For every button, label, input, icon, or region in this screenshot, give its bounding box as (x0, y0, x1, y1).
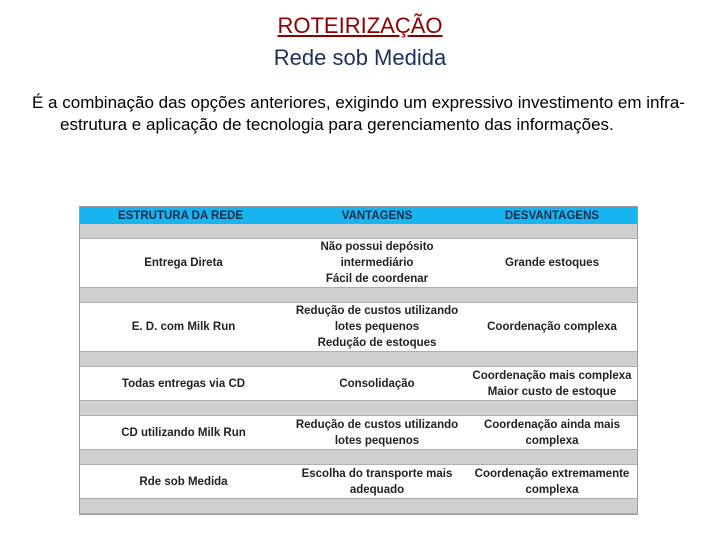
cell-line: Coordenação mais complexa (472, 369, 632, 382)
cell-estrutura: Rde sob Medida (139, 475, 228, 488)
cell-estrutura: Todas entregas via CD (121, 377, 246, 390)
cell-line: Redução de custos utilizando (295, 418, 459, 431)
cell-line: complexa (525, 483, 579, 496)
cell-line: Grande estoques (505, 257, 599, 269)
slide-title: ROTEIRIZAÇÃO (277, 13, 443, 38)
cell-desvantagens (467, 367, 637, 400)
row-separator (80, 449, 637, 465)
cell-line: Escolha do transporte mais (301, 467, 453, 480)
cell-line: Não possui depósito (320, 241, 434, 253)
cell-desvantagens (467, 465, 637, 498)
cell-line: Redução de estoques (317, 337, 437, 349)
cell-line: lotes pequenos (334, 434, 420, 447)
cell-vantagens (287, 465, 467, 498)
table-row (80, 416, 637, 449)
cell-vantagens (287, 303, 467, 351)
table-row (80, 367, 637, 400)
cell-desvantagens (467, 303, 637, 351)
row-separator (80, 287, 637, 303)
cell-estrutura: Entrega Direta (144, 257, 223, 269)
table-row (80, 239, 637, 287)
cell-line: Coordenação ainda mais (483, 418, 621, 431)
cell-vantagens (287, 367, 467, 400)
table-header-row (80, 207, 637, 224)
cell-vantagens (287, 416, 467, 449)
cell-line: Coordenação complexa (487, 321, 617, 333)
cell-line: Maior custo de estoque (487, 385, 617, 398)
cell-desvantagens (467, 239, 637, 287)
cell-line: Consolidação (339, 377, 415, 390)
slide-subtitle: Rede sob Medida (273, 45, 447, 70)
cell-line: Redução de custos utilizando (295, 305, 459, 317)
cell-line: intermediário (340, 257, 414, 269)
cell-line: adequado (349, 483, 405, 496)
cell-line: complexa (525, 434, 579, 447)
cell-line: lotes pequenos (334, 321, 420, 333)
header-vantagens: VANTAGENS (341, 209, 413, 222)
body-paragraph: É a combinação das opções anteriores, exigindo um expressivo investimento em infra-estrutura e aplicação de tecnologia para gerenciamento das informações. (32, 93, 685, 134)
row-separator (80, 400, 637, 416)
row-separator (80, 498, 637, 514)
cell-desvantagens (467, 416, 637, 449)
cell-estrutura: CD utilizando Milk Run (121, 426, 246, 439)
table-row (80, 465, 637, 498)
row-separator (80, 351, 637, 367)
cell-estrutura: E. D. com Milk Run (131, 321, 236, 333)
row-separator (80, 224, 637, 239)
header-desvantagens: DESVANTAGENS (504, 209, 600, 222)
cell-vantagens (287, 239, 467, 287)
comparison-table (79, 206, 638, 515)
cell-line: Fácil de coordenar (325, 273, 429, 285)
cell-line: Coordenação extremamente (474, 467, 630, 480)
header-estrutura: ESTRUTURA DA REDE (118, 209, 244, 222)
table-row (80, 303, 637, 351)
